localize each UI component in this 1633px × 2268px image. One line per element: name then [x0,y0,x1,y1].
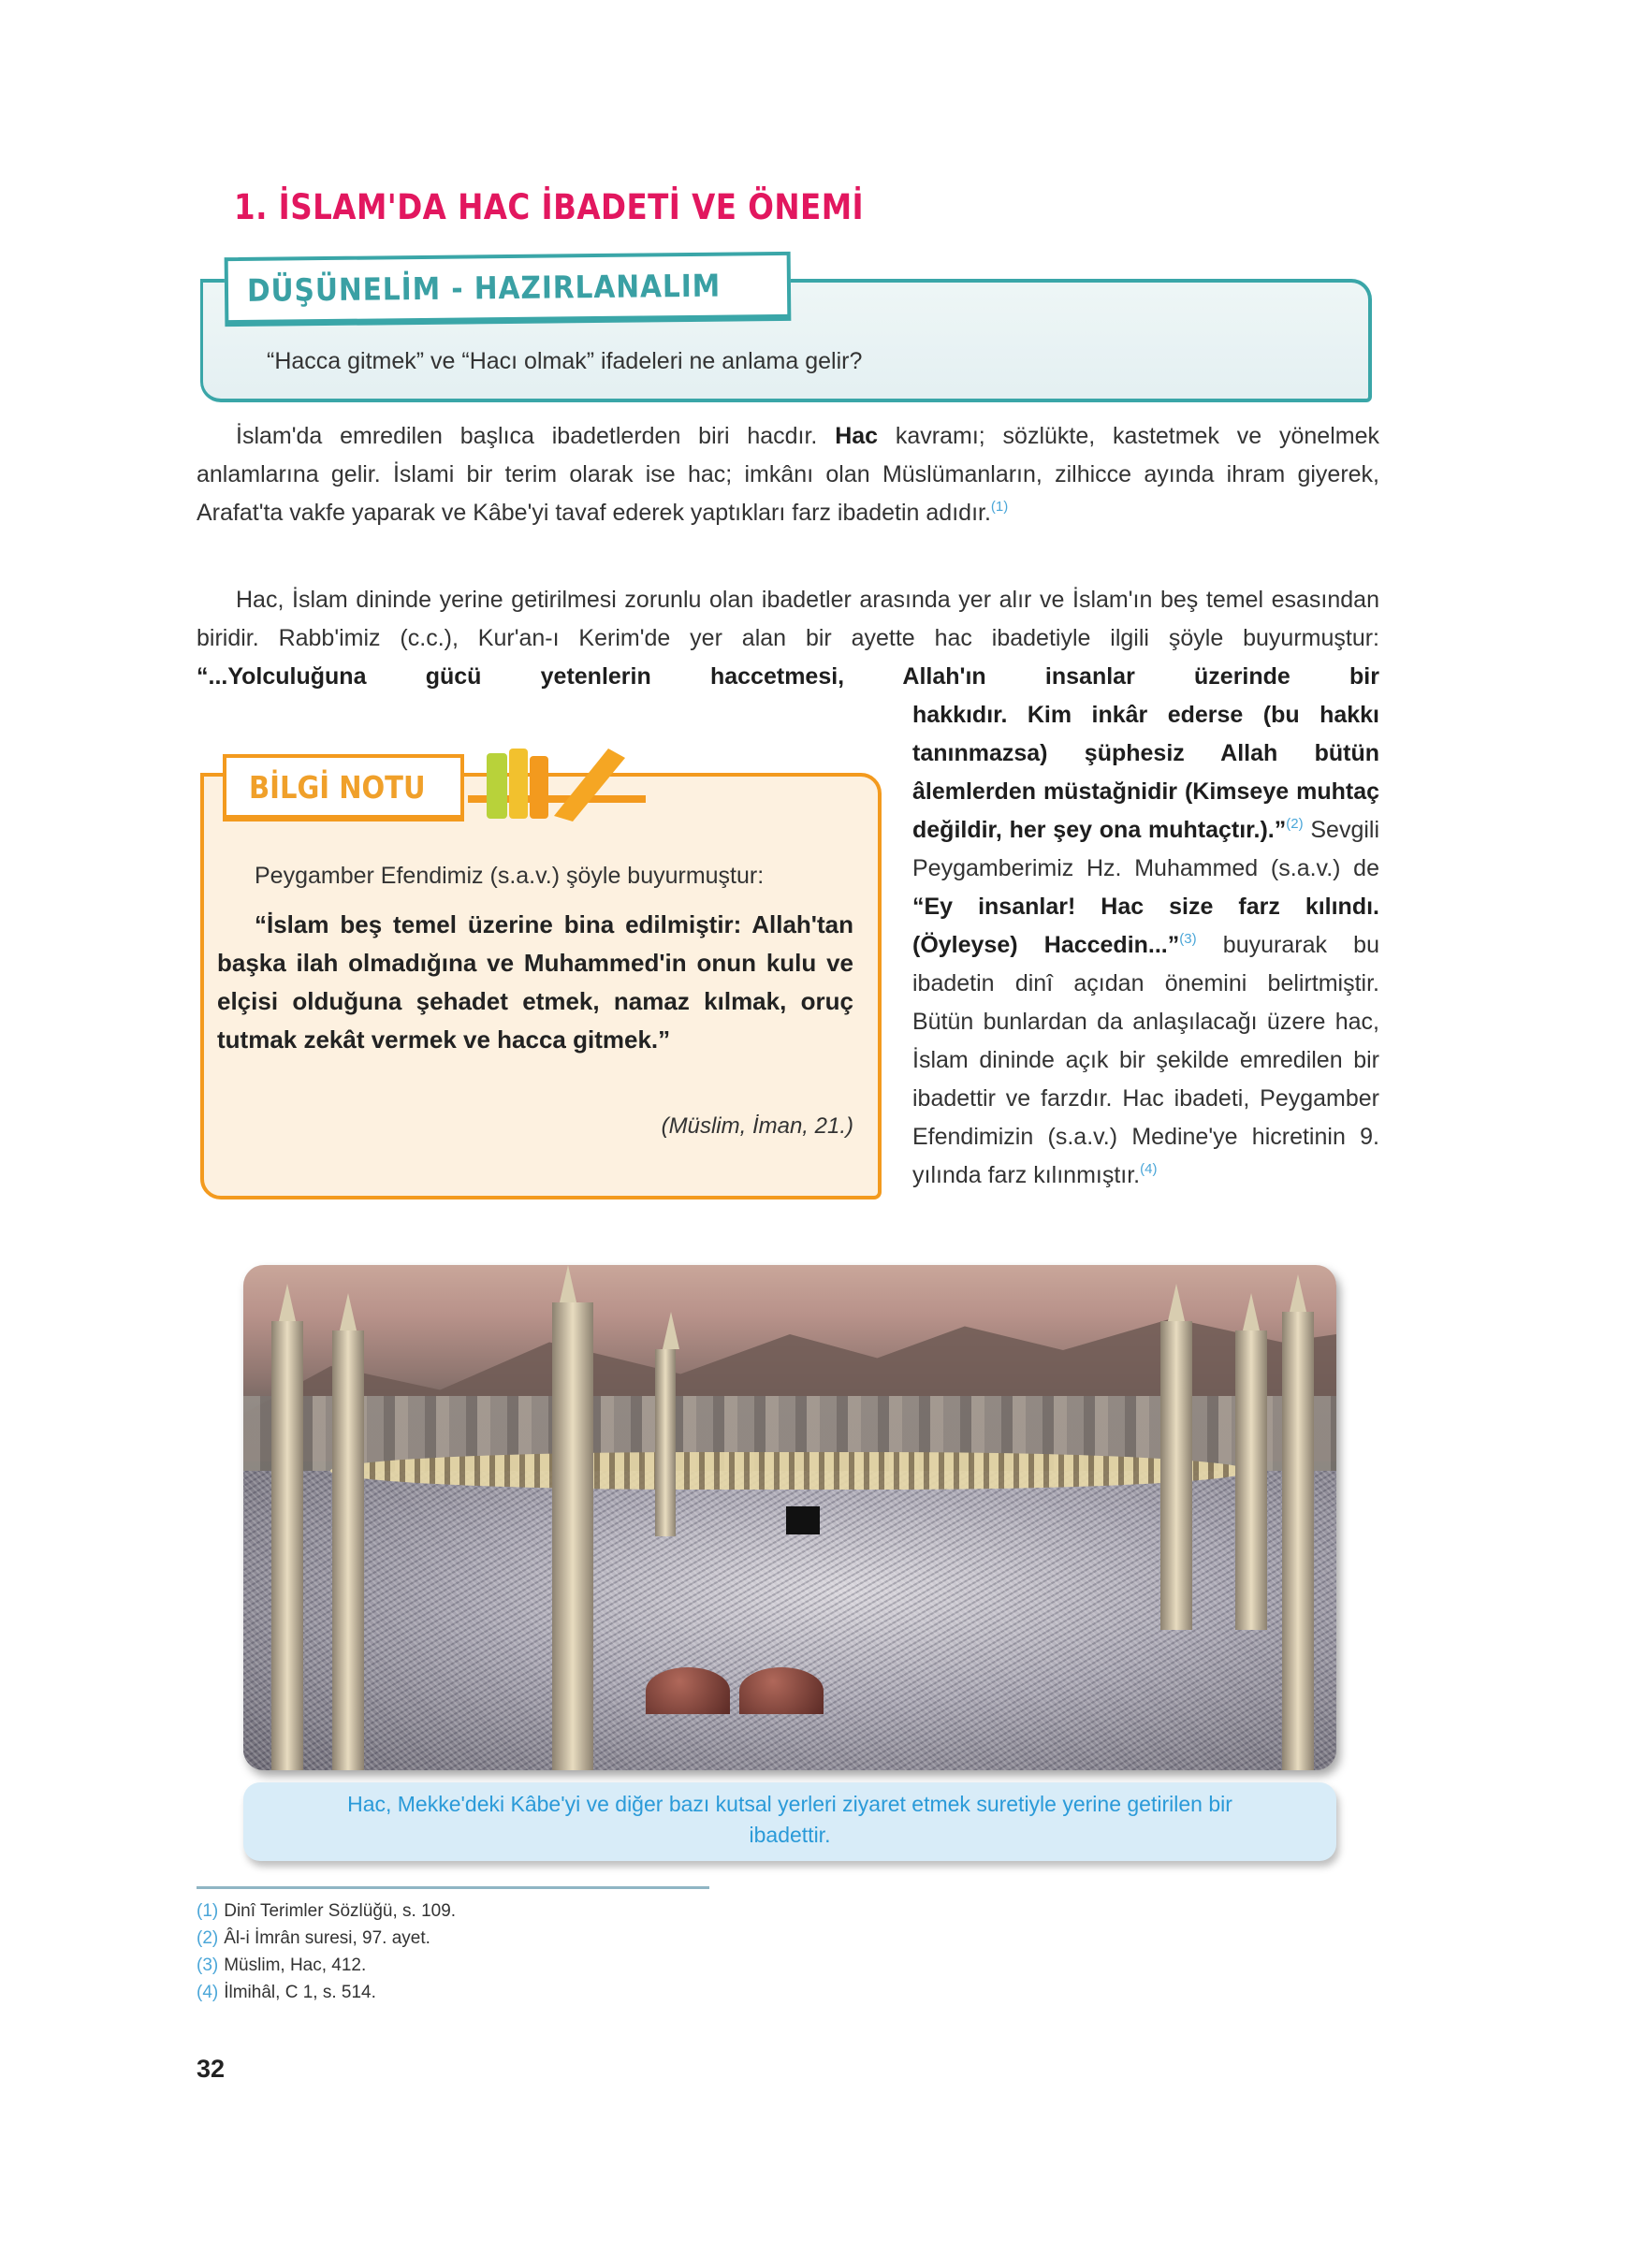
quote-bold: hakkıdır. Kim inkâr ederse (bu hakkı tanınmazsa) şüphesiz Allah bütün âlemlerden müstağnidir (Kimseye muhtaç değildir, her şey ona muhtaçtır.).” [912,702,1379,843]
info-note-intro: Peygamber Efendimiz (s.a.v.) şöyle buyurmuştur: [255,863,765,889]
footnote-text: Müslim, Hac, 412. [224,1955,367,1975]
think-prepare-question: “Hacca gitmek” ve “Hacı olmak” ifadeleri ne anlama gelir? [267,348,863,374]
text: İslam'da emredilen başlıca ibadetlerden biri hacdır. [236,423,836,449]
think-prepare-header [225,252,792,327]
footnote-divider [197,1886,709,1889]
minaret [332,1330,364,1770]
footnote-ref[interactable]: (4) [1140,1161,1158,1177]
info-note-source: (Müslim, İman, 21.) [661,1113,853,1139]
info-note-label: BİLGİ NOTU [249,769,426,806]
text: Hac, İslam dininde yerine getirilmesi zorunlu olan ibadetler arasında yer alır ve İslam'ın beş temel esasından biridir. Rabb'imiz (c.c.), Kur'an-ı Kerim'de yer alan bir ayette hac ibadetiyle ilgili şöyle buyurmuştur: [197,587,1379,651]
footnote-item [197,1979,456,2006]
minaret [552,1302,593,1770]
section-title: 1. İSLAM'DA HAC İBADETİ VE ÖNEMİ [234,187,865,227]
paragraph-1 [197,417,1379,532]
footnote-number: (2) [197,1928,219,1948]
footnote-text: Âl-i İmrân suresi, 97. ayet. [224,1928,430,1948]
minaret [1235,1330,1267,1630]
minaret [655,1349,676,1536]
footnote-number: (1) [197,1901,219,1921]
paragraph-2-start [197,581,1379,696]
text: buyurarak bu ibadetin dinî açıdan önemini belirtmiştir. Bütün bunlardan da anlaşılacağı üzere hac, İslam dininde açık bir şekilde emredilen bir ibadettir ve farzdır. Hac ibadeti, Peygamber Efendimizin (s.a.v.) Medine'ye hicretinin 9. yılında farz kılınmıştır. [912,932,1379,1188]
books-icon [468,730,646,823]
minaret [1282,1312,1314,1770]
kaaba-hajj-photo [243,1265,1336,1770]
think-prepare-label: DÜŞÜNELİM - HAZIRLANALIM [246,267,722,309]
footnote-ref[interactable]: (2) [1286,816,1304,832]
page-number: 32 [197,2055,226,2083]
kaaba [786,1506,820,1534]
photo-caption: Hac, Mekke'deki Kâbe'yi ve diğer bazı kutsal yerleri ziyaret etmek suretiyle yerine getirilen bir ibadettir. [347,1792,1232,1847]
dome [739,1667,824,1714]
footnote-item [197,1925,456,1952]
dome [646,1667,730,1714]
text: kavramı; sözlükte, kastetmek ve yönelmek anlamlarına gelir. İslami bir terim olarak ise hac; imkânı olan Müslümanların, zilhicce ayında ihram giyerek, Arafat'ta vakfe yaparak ve Kâbe'yi tavaf ederek yaptıkları farz ibadetin adıdır. [197,423,1379,526]
info-note-quote: “İslam beş temel üzerine bina edilmiştir: Allah'tan başka ilah olmadığına ve Muhammed'in onun kulu ve elçisi olduğuna şehadet etmek, namaz kılmak, oruç tutmak zekât vermek ve hacca gitmek.” [217,910,853,1054]
bold-term: Hac [835,423,879,449]
footnote-text: Dinî Terimler Sözlüğü, s. 109. [224,1901,457,1921]
footnote-number: (4) [197,1983,219,2002]
quote-bold: “Ey insanlar! Hac size farz kılındı. (Öyleyse) Haccedin...” [912,894,1379,958]
footnote-item [197,1897,456,1925]
mosque-arcade [330,1452,1248,1490]
paragraph-2-column [912,696,1379,1195]
footnote-ref[interactable]: (1) [990,499,1009,515]
quote-bold: “...Yolculuğuna gücü yetenlerin haccetmesi, Allah'ın insanlar üzerinde bir [197,663,1379,690]
minaret [271,1321,303,1770]
footnote-text: İlmihâl, C 1, s. 514. [224,1983,376,2002]
footnote-item [197,1952,456,1979]
footnote-number: (3) [197,1955,219,1975]
minaret [1160,1321,1192,1630]
text: Sevgili Peygamberimiz Hz. Muhammed (s.a.v.) de [912,817,1380,881]
footnotes [197,1897,456,2006]
footnote-ref[interactable]: (3) [1179,931,1197,947]
info-note-header [223,754,464,821]
